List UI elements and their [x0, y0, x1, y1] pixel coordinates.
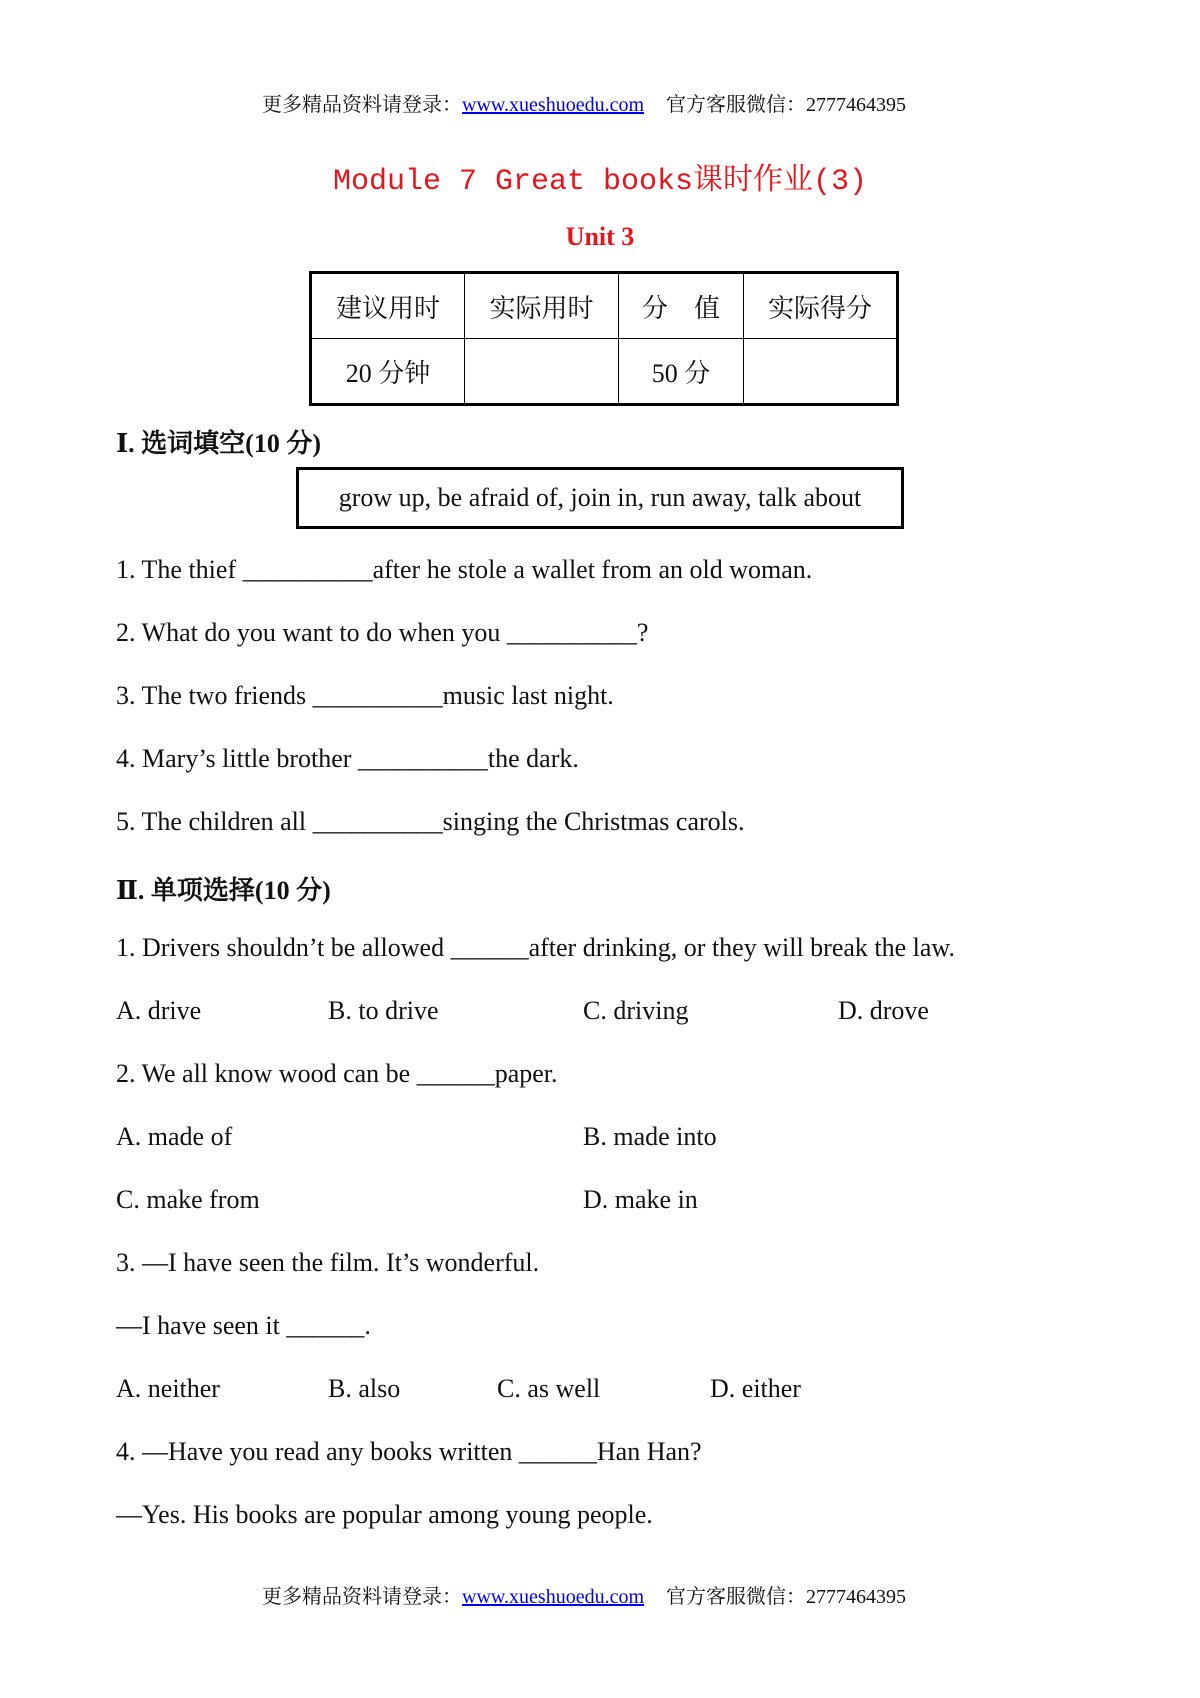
footer-website-link[interactable]: www.xueshuoedu.com [462, 1586, 645, 1608]
fill-blank-item-4: 4. Mary’s little brother __________the dark. [116, 744, 579, 773]
fill-blank-item-2: 2. What do you want to do when you __________? [116, 618, 649, 647]
word-choice-box [296, 467, 904, 529]
page-title: Module 7 Great books课时作业(3) [332, 165, 868, 199]
header-banner [262, 88, 906, 117]
mc-q2-option-c: C. make from [116, 1185, 260, 1214]
unit-subtitle: Unit 3 [565, 222, 635, 251]
mc-question-1: 1. Drivers shouldn’t be allowed ______after drinking, or they will break the law. [116, 933, 956, 962]
footer-prefix: 更多精品资料请登录： [262, 1586, 462, 1608]
mc-question-3: 3. —I have seen the film. It’s wonderful. [116, 1248, 540, 1277]
fill-blank-item-3: 3. The two friends __________music last night. [116, 681, 614, 710]
mc-q3-option-d: D. either [710, 1374, 801, 1403]
mc-q2-option-d: D. make in [583, 1185, 698, 1214]
value-points: 50 分 [619, 339, 744, 405]
value-actual-time[interactable] [465, 339, 619, 405]
mc-q3-option-b: B. also [328, 1374, 401, 1403]
header-suggested-time: 建议用时 [311, 273, 465, 339]
mc-q1-option-b: B. to drive [328, 996, 439, 1025]
mc-question-4: 4. —Have you read any books written ______Han Han? [116, 1437, 702, 1466]
banner-website-link[interactable]: www.xueshuoedu.com [462, 94, 645, 116]
mc-q1-option-d: D. drove [838, 996, 929, 1025]
fill-blank-item-5: 5. The children all __________singing the Christmas carols. [116, 807, 745, 836]
mc-q3-option-a: A. neither [116, 1374, 220, 1403]
score-table-header-row [311, 273, 898, 339]
header-points: 分 值 [619, 273, 744, 339]
mc-question-2: 2. We all know wood can be ______paper. [116, 1059, 558, 1088]
mc-q1-option-a: A. drive [116, 996, 202, 1025]
mc-q1-option-c: C. driving [583, 996, 689, 1025]
header-actual-score: 实际得分 [744, 273, 898, 339]
section1-heading: Ⅰ. 选词填空(10 分) [116, 429, 321, 458]
fill-blank-item-1: 1. The thief __________after he stole a wallet from an old woman. [116, 555, 813, 584]
mc-q4-reply: —Yes. His books are popular among young people. [116, 1500, 653, 1529]
banner-prefix: 更多精品资料请登录： [262, 94, 462, 116]
mc-q2-option-b: B. made into [583, 1122, 717, 1151]
section2-heading: Ⅱ. 单项选择(10 分) [116, 876, 331, 905]
header-actual-time: 实际用时 [465, 273, 619, 339]
mc-q2-option-a: A. made of [116, 1122, 233, 1151]
score-table-value-row [311, 339, 898, 405]
value-suggested-time: 20 分钟 [311, 339, 465, 405]
mc-q3-option-c: C. as well [497, 1374, 601, 1403]
banner-wechat: 官方客服微信：2777464395 [666, 94, 907, 116]
footer-wechat: 官方客服微信：2777464395 [666, 1586, 907, 1608]
mc-q3-reply: —I have seen it ______. [116, 1311, 371, 1340]
footer-banner [262, 1580, 906, 1609]
score-table [309, 271, 899, 406]
value-actual-score[interactable] [744, 339, 898, 405]
word-choice-list: grow up, be afraid of, join in, run away, talk about [338, 483, 862, 512]
